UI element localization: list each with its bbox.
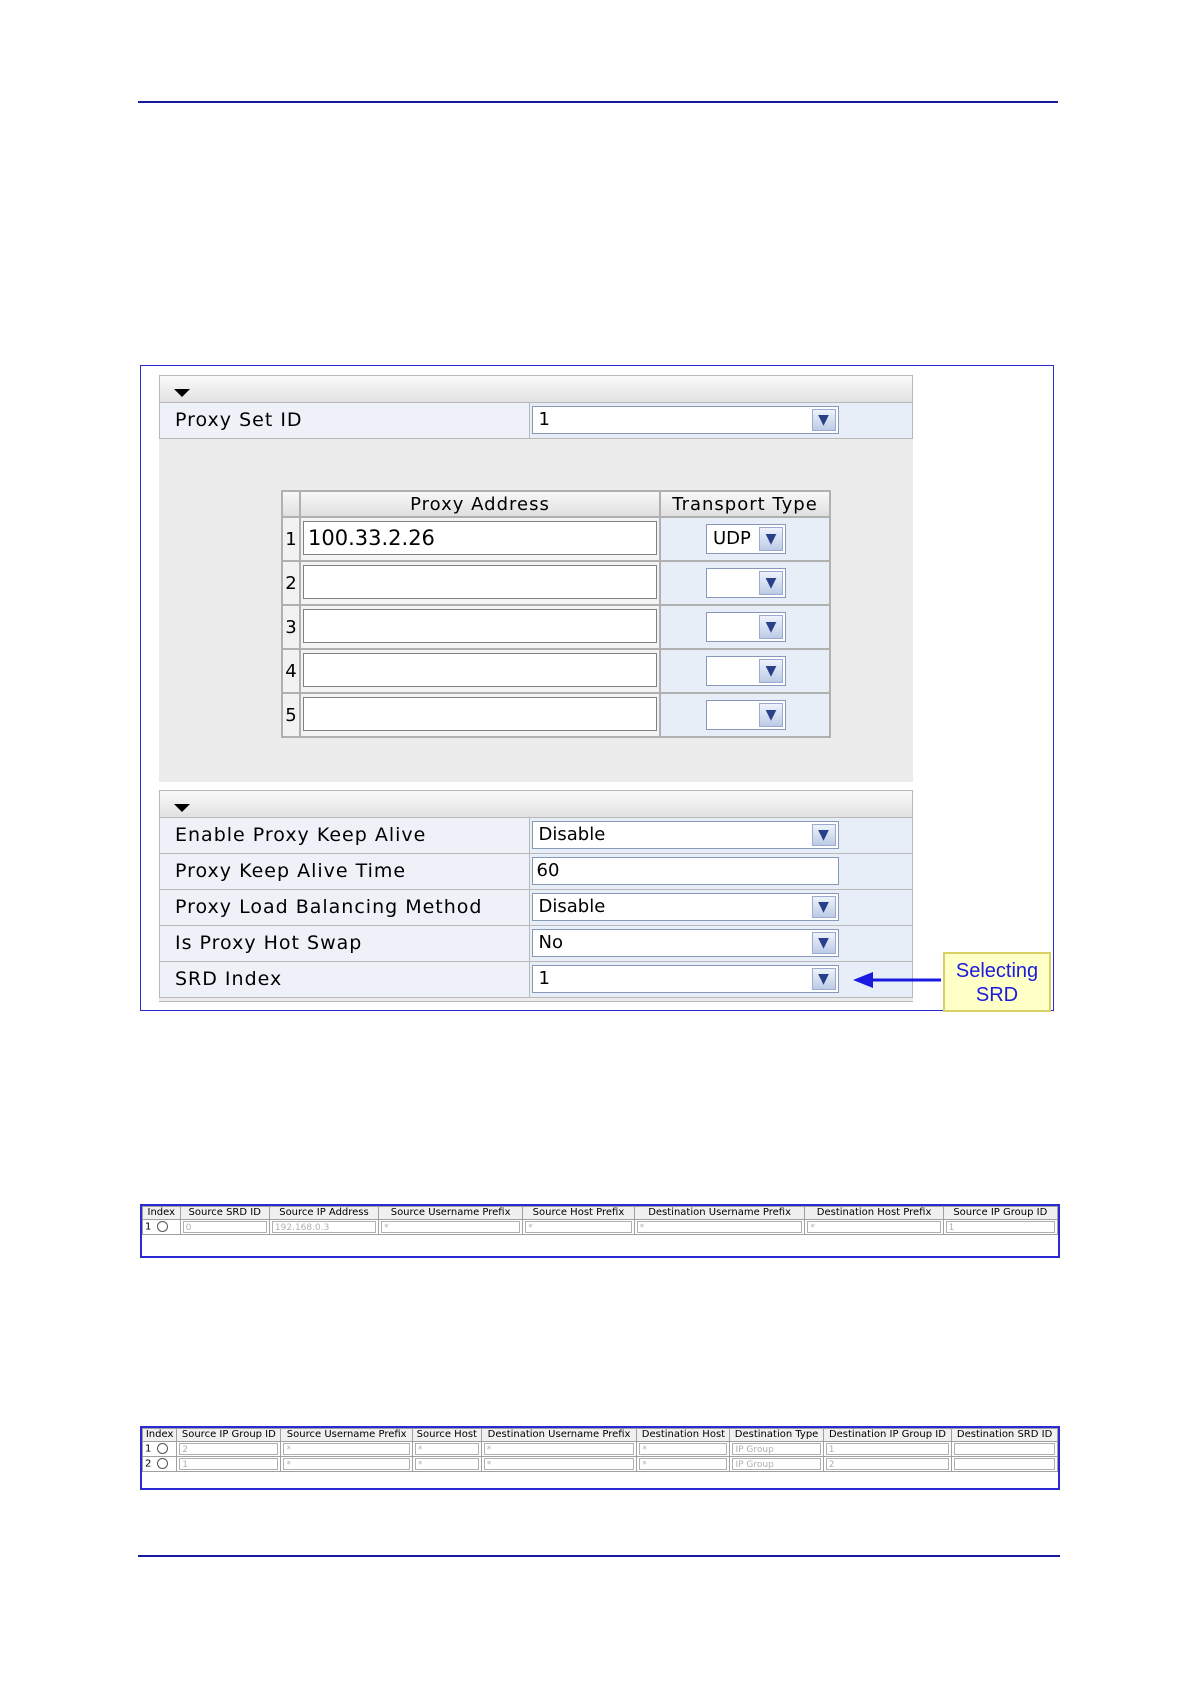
cell-value: * <box>415 1443 479 1455</box>
callout-line-2: SRD <box>975 984 1019 1006</box>
cell-value: * <box>283 1458 409 1470</box>
column-header: Source IP Group ID <box>177 1429 281 1442</box>
chevron-down-icon[interactable]: ▼ <box>759 703 783 727</box>
row-index: 1 <box>145 1221 152 1233</box>
transport-type-cell <box>660 649 830 693</box>
cell-value: * <box>637 1221 803 1233</box>
table-row <box>143 1457 1058 1472</box>
table-cell <box>943 1220 1057 1235</box>
index-header <box>282 491 300 517</box>
transport-type-header: Transport Type <box>660 491 830 517</box>
chevron-down-icon[interactable]: ▼ <box>812 932 836 954</box>
chevron-down-icon[interactable]: ▼ <box>812 824 836 846</box>
proxy-address-cell <box>300 649 660 693</box>
proxy-address-header: Proxy Address <box>300 491 660 517</box>
table-cell <box>952 1442 1058 1457</box>
column-header: Destination Username Prefix <box>634 1207 805 1220</box>
chevron-down-icon[interactable]: ▼ <box>759 571 783 595</box>
table-cell <box>177 1442 281 1457</box>
transport-type-select[interactable] <box>706 656 786 686</box>
chevron-down-icon[interactable]: ▼ <box>812 409 836 431</box>
cell-value: * <box>484 1443 635 1455</box>
transport-type-select[interactable] <box>706 568 786 598</box>
proxy-address-row <box>282 561 830 605</box>
hot-swap-row <box>159 926 913 962</box>
cell-value: 2 <box>179 1443 278 1455</box>
proxy-set-id-row <box>159 403 913 439</box>
callout-arrow-icon <box>853 959 945 1001</box>
column-header: Source Host Prefix <box>523 1207 635 1220</box>
table-cell <box>523 1220 635 1235</box>
footer-rule <box>138 1555 1060 1557</box>
header-rule <box>138 101 1058 103</box>
column-header: Index <box>143 1429 177 1442</box>
srd-index-value: 1 <box>538 968 550 989</box>
cell-value: * <box>639 1458 727 1470</box>
index-cell <box>143 1457 177 1472</box>
cell-value: * <box>807 1221 940 1233</box>
column-header: Source Host <box>412 1429 481 1442</box>
cell-value: * <box>381 1221 520 1233</box>
srd-index-select[interactable] <box>532 965 839 993</box>
column-header: Destination Host <box>637 1429 730 1442</box>
cell-value: 0 <box>183 1221 267 1233</box>
proxy-address-input[interactable] <box>303 653 657 687</box>
table-cell <box>730 1442 823 1457</box>
column-header: Destination Username Prefix <box>481 1429 637 1442</box>
proxy-address-input[interactable] <box>303 609 657 643</box>
table-cell <box>952 1457 1058 1472</box>
table-cell <box>379 1220 523 1235</box>
proxy-address-cell <box>300 605 660 649</box>
chevron-down-icon[interactable]: ▼ <box>812 896 836 918</box>
proxy-set-figure <box>140 365 1054 1011</box>
proxy-set-panel <box>159 375 913 782</box>
proxy-address-cell <box>300 561 660 605</box>
transport-type-cell <box>660 561 830 605</box>
row-index: 4 <box>282 649 300 693</box>
table-cell <box>412 1442 481 1457</box>
routing-table-figure <box>140 1426 1060 1490</box>
table-cell <box>805 1220 943 1235</box>
row-index: 2 <box>145 1458 152 1470</box>
callout-line-1: Selecting <box>955 960 1039 982</box>
load-balancing-select[interactable] <box>532 893 839 921</box>
cell-value: 2 <box>826 1458 950 1470</box>
cell-value: 192.168.0.3 <box>272 1221 376 1233</box>
keep-alive-label: Enable Proxy Keep Alive <box>160 818 530 853</box>
transport-type-cell <box>660 693 830 737</box>
routing-table <box>142 1428 1058 1472</box>
table-cell <box>281 1457 412 1472</box>
proxy-address-input[interactable] <box>303 565 657 599</box>
cell-value: * <box>415 1458 479 1470</box>
keep-alive-select[interactable] <box>532 821 839 849</box>
proxy-address-row <box>282 693 830 737</box>
table-cell <box>180 1220 269 1235</box>
table-cell <box>823 1442 952 1457</box>
chevron-down-icon[interactable]: ▼ <box>812 968 836 990</box>
transport-type-cell <box>660 517 830 561</box>
selecting-srd-callout <box>943 952 1051 1012</box>
table-cell <box>481 1442 637 1457</box>
proxy-address-input[interactable]: 100.33.2.26 <box>303 521 657 555</box>
cell-value: * <box>639 1443 727 1455</box>
table-cell <box>634 1220 805 1235</box>
table-cell <box>281 1442 412 1457</box>
table-row <box>143 1442 1058 1457</box>
load-balancing-label: Proxy Load Balancing Method <box>160 890 530 925</box>
column-header: Source SRD ID <box>180 1207 269 1220</box>
cell-value <box>954 1458 1055 1470</box>
row-index: 1 <box>145 1443 152 1455</box>
keep-alive-row <box>159 818 913 854</box>
proxy-settings-section-header[interactable] <box>159 790 913 818</box>
classification-table-figure <box>140 1204 1060 1258</box>
srd-index-label: SRD Index <box>160 962 530 997</box>
column-header: Source Username Prefix <box>281 1429 412 1442</box>
proxy-settings-panel <box>159 790 913 1002</box>
hot-swap-value: No <box>538 932 563 953</box>
column-header: Destination IP Group ID <box>823 1429 952 1442</box>
proxy-address-cell <box>300 693 660 737</box>
transport-type-select[interactable] <box>706 524 786 554</box>
proxy-address-row <box>282 517 830 561</box>
column-header: Source Username Prefix <box>379 1207 523 1220</box>
row-select-radio[interactable] <box>157 1221 168 1232</box>
table-cell <box>637 1442 730 1457</box>
hot-swap-label: Is Proxy Hot Swap <box>160 926 530 961</box>
row-index: 3 <box>282 605 300 649</box>
table-cell <box>730 1457 823 1472</box>
proxy-set-id-select[interactable] <box>532 406 839 434</box>
column-header: Source IP Group ID <box>943 1207 1057 1220</box>
table-cell <box>177 1457 281 1472</box>
transport-type-cell <box>660 605 830 649</box>
cell-value: 1 <box>826 1443 950 1455</box>
proxy-set-id-label: Proxy Set ID <box>160 403 530 438</box>
proxy-set-id-value: 1 <box>538 409 550 430</box>
cell-value: * <box>525 1221 632 1233</box>
cell-value: IP Group <box>732 1443 820 1455</box>
keep-alive-time-input[interactable]: 60 <box>532 857 839 885</box>
transport-type-select[interactable] <box>706 700 786 730</box>
column-header: Destination SRD ID <box>952 1429 1058 1442</box>
proxy-address-row <box>282 605 830 649</box>
index-cell <box>143 1442 177 1457</box>
column-header: Destination Host Prefix <box>805 1207 943 1220</box>
load-balancing-value: Disable <box>538 896 606 917</box>
load-balancing-row <box>159 890 913 926</box>
keep-alive-time-row <box>159 854 913 890</box>
table-row <box>143 1220 1058 1235</box>
table-cell <box>481 1457 637 1472</box>
cell-value: 1 <box>179 1458 278 1470</box>
classification-table <box>142 1206 1058 1235</box>
row-index: 1 <box>282 517 300 561</box>
row-index: 5 <box>282 693 300 737</box>
proxy-address-row <box>282 649 830 693</box>
transport-type-value: UDP <box>713 528 751 549</box>
chevron-down-icon[interactable]: ▼ <box>759 659 783 683</box>
chevron-down-icon[interactable]: ▼ <box>759 615 783 639</box>
table-cell <box>412 1457 481 1472</box>
collapse-caret-icon[interactable] <box>174 804 190 812</box>
cell-value: * <box>484 1458 635 1470</box>
cell-value: 1 <box>946 1221 1055 1233</box>
proxy-set-section-header[interactable] <box>159 375 913 403</box>
row-select-radio[interactable] <box>157 1458 168 1469</box>
hot-swap-select[interactable] <box>532 929 839 957</box>
column-header: Source IP Address <box>269 1207 378 1220</box>
keep-alive-value: Disable <box>538 824 606 845</box>
table-cell <box>269 1220 378 1235</box>
index-cell <box>143 1220 181 1235</box>
collapse-caret-icon[interactable] <box>174 389 190 397</box>
column-header: Destination Type <box>730 1429 823 1442</box>
table-cell <box>823 1457 952 1472</box>
row-select-radio[interactable] <box>157 1443 168 1454</box>
srd-index-row <box>159 962 913 998</box>
transport-type-select[interactable] <box>706 612 786 642</box>
keep-alive-time-label: Proxy Keep Alive Time <box>160 854 530 889</box>
row-index: 2 <box>282 561 300 605</box>
table-cell <box>637 1457 730 1472</box>
proxy-address-table <box>281 490 831 738</box>
proxy-address-input[interactable] <box>303 697 657 731</box>
cell-value <box>954 1443 1055 1455</box>
cell-value: * <box>283 1443 409 1455</box>
cell-value: IP Group <box>732 1458 820 1470</box>
column-header: Index <box>143 1207 181 1220</box>
proxy-address-cell <box>300 517 660 561</box>
chevron-down-icon[interactable]: ▼ <box>759 527 783 551</box>
